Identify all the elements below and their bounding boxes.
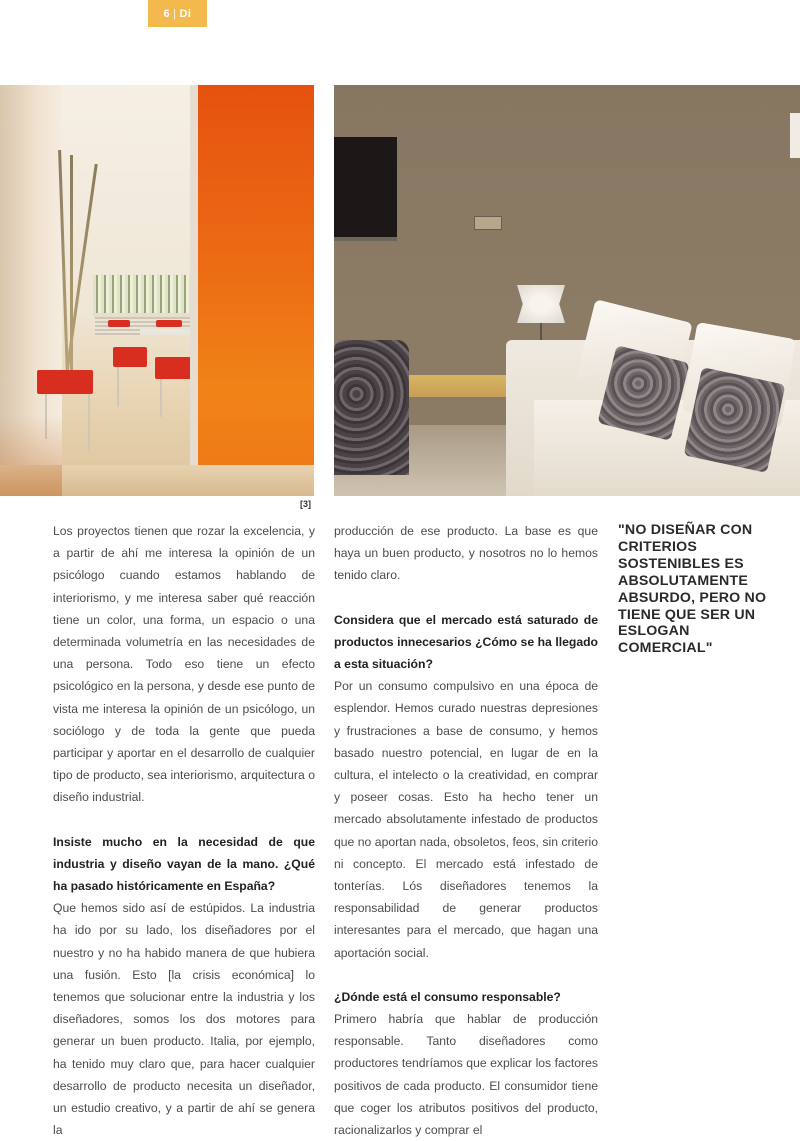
- photo-orange-door: [198, 85, 314, 465]
- photo-hanging-lamp: [790, 113, 800, 158]
- photo-bench: [37, 370, 93, 394]
- photo-lit-ledge: [406, 375, 516, 397]
- section-name: Di: [179, 7, 192, 20]
- separator: |: [173, 7, 177, 20]
- page-number-tab: [148, 0, 207, 27]
- photo-bench: [156, 320, 182, 327]
- photo-orange-door-corridor: [0, 85, 314, 496]
- photo-bench-leg: [88, 394, 90, 452]
- photo-armchair: [334, 340, 409, 475]
- pull-quote: "NO DISEÑAR CON CRITERIOS SOSTENIBLES ES ABSOLUTAMENTE ABSURDO, PERO NO TIENE QUE SER UN ESLOGAN COMERCIAL": [618, 522, 767, 657]
- photo-bench-leg: [117, 367, 119, 407]
- interview-question: Insiste mucho en la necesidad de que industria y diseño vayan de la mano. ¿Qué ha pasado históricamente en España?: [53, 834, 315, 894]
- photo-lamp-shade: [517, 285, 565, 323]
- page-number: 6: [163, 7, 171, 20]
- article-column-2: [334, 520, 598, 1141]
- body-paragraph: Primero habría que hablar de producción responsable. Tanto diseñadores como productores tendríamos que explicar los factores positivos de cada producto. El consumidor tiene que coger los atributos positivos del producto, racionalizarlos y comprar el: [334, 1012, 598, 1138]
- photo-display-shelf: [93, 275, 190, 317]
- photo-door-frame: [190, 85, 198, 465]
- photo-wall-switch: [474, 216, 502, 230]
- photo-bench: [155, 357, 191, 379]
- body-paragraph: Los proyectos tienen que rozar la excelencia, y a partir de ahí me interesa la opinión de un psicólogo cuando estamos hablando de interiorismo, y me interesa saber qué reacción tiene un color, una forma, un espacio o una determinada volumetría en las necesidades de una persona. Todo eso tiene un efecto psicológico en la persona, y desde ese punto de vista me interesa la opinión de un psicólogo, un sociólogo y de toda la gente que pueda participar y aportar en el desarrollo de cualquier tipo de producto, sea interiorismo, arquitectura o diseño industrial.: [53, 524, 315, 805]
- body-paragraph: Por un consumo compulsivo en una época de esplendor. Hemos curado nuestras depresiones y frustraciones a base de consumo, y hemos basado nuestro potencial, en lugar de en la cultura, el intelecto o la creatividad, en comprar y poseer cosas. Esto ha hecho tener un mercado absolutamente infestado de productos que no aportan nada, obsoletos, feos, sin criterio ni concepto. El mercado está infestado de tonterías. Lós diseñadores tenemos la responsabilidad de generar productos interesantes para el mercado, que hagan una aportación social.: [334, 679, 598, 960]
- photo-bench: [108, 320, 130, 327]
- photo-bench: [113, 347, 147, 367]
- photo-bench-leg: [160, 379, 162, 417]
- interview-question: Considera que el mercado está saturado de productos innecesarios ¿Cómo se ha llegado a esta situación?: [334, 612, 598, 672]
- article-column-1: [53, 520, 315, 1141]
- body-paragraph: producción de ese producto. La base es que haya un buen producto, y nosotros no lo hemos tenido claro.: [334, 524, 598, 583]
- photo-caption-number: [3]: [300, 499, 311, 509]
- photo-tv: [334, 137, 397, 241]
- body-paragraph: Que hemos sido así de estúpidos. La industria ha ido por su lado, los diseñadores por el nuestro y no ha habido manera de que hubiera una fusión. Esto [la crisis económica] lo tenemos que solucionar entre la industria y los diseñadores, somos los dos motores para generar un buen producto. Italia, por ejemplo, ha tenido muy claro que, para hacer cualquier desarrollo de producto necesita un diseñador, un estudio creativo, y a partir de ahí se genera la: [53, 901, 315, 1138]
- interview-question: ¿Dónde está el consumo responsable?: [334, 989, 561, 1004]
- photo-living-room: [334, 85, 800, 496]
- photo-table: [140, 329, 192, 335]
- photo-floor-shadow: [0, 415, 62, 496]
